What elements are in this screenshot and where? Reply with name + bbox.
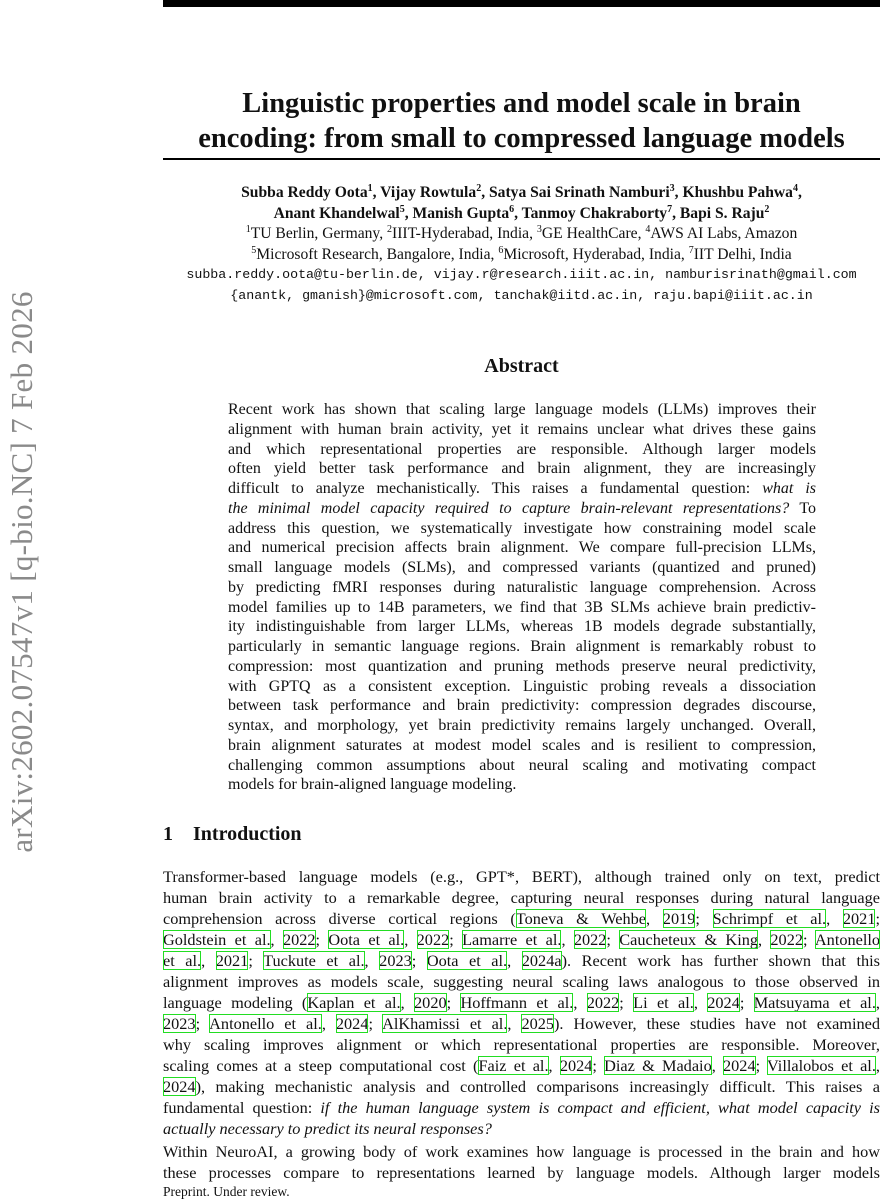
- text-line: scaling comes at a steep computational cost (Faiz et al., 2024; Diaz & Madaio, 2024; Villalobos et al.,: [163, 1056, 880, 1075]
- citation-link[interactable]: 2022: [282, 930, 316, 949]
- text-line: address this question, we systematically investigate how constraining model scale: [228, 519, 816, 537]
- author-name: Khushbu Pahwa: [682, 184, 793, 201]
- section-heading: [163, 822, 302, 846]
- text-line: and which representational properties are responsible. Although larger models: [228, 440, 816, 458]
- citation-link[interactable]: Tuckute et al.: [263, 951, 365, 970]
- citation-link[interactable]: 2024: [559, 1056, 593, 1075]
- affiliation-line: $^1$TU Berlin, Germany, $^2$IIIT-Hyderabad, India, $^3$GE HealthCare, $^4$AWS AI Labs, Amazon: [245, 223, 798, 242]
- citation-link[interactable]: Matsuyama et al.: [753, 993, 876, 1012]
- text-line: compression: most quantization and pruning methods preserve neural predictivity,: [228, 657, 816, 675]
- citation-link[interactable]: Oota et al.: [426, 951, 508, 970]
- text-line: Within NeuroAI, a growing body of work examines how language is processed in the brain and how: [163, 1142, 880, 1161]
- affiliation-name: Microsoft Research, Bangalore, India: [256, 245, 491, 263]
- text-line: often yield better task performance and brain alignment, they are increasingly: [228, 460, 816, 478]
- author-name: Anant Khandelwal: [273, 204, 400, 222]
- affiliation-name: GE HealthCare: [541, 225, 638, 242]
- author-name: Vijay Rowtula: [380, 184, 477, 201]
- abstract-heading: Abstract: [484, 355, 559, 377]
- citation-link[interactable]: Villalobos et al.: [767, 1056, 876, 1075]
- text-line: Goldstein et al., 2022; Oota et al., 2022; Lamarre et al., 2022; Caucheteux & King, 2022; Antonello: [163, 930, 881, 949]
- text-line: fundamental question: if the human language system is compact and efficient, what model capacity is: [163, 1098, 880, 1117]
- text-line: models for brain-aligned language modeling.: [228, 776, 517, 794]
- text-line: challenging common assumptions about neural scaling and motivating compact: [228, 756, 816, 774]
- section-number: 1: [163, 823, 173, 845]
- affiliation-line: $^5$Microsoft Research, Bangalore, India, $^6$Microsoft, Hyderabad, India, $^7$IIT Delhi, India: [251, 244, 792, 263]
- citation-link[interactable]: 2024: [723, 1056, 756, 1075]
- citation-link[interactable]: Goldstein et al.: [163, 930, 271, 949]
- title-line: Linguistic properties and model scale in brain: [242, 88, 801, 119]
- abstract-body: [228, 400, 816, 795]
- citation-link[interactable]: Faiz et al.: [478, 1056, 549, 1075]
- citation-link[interactable]: Antonello et al.: [209, 1014, 322, 1033]
- text-line: these processes compare to representations learned by language models. Although larger models: [163, 1162, 880, 1182]
- intro-paragraph: [163, 866, 880, 1139]
- text-line: [163, 1118, 880, 1139]
- citation-link[interactable]: Hoffmann et al.: [460, 993, 574, 1012]
- text-line: alignment improves as models scale, suggesting neural scaling laws analogous to those observed in: [163, 972, 880, 991]
- text-line: between task performance and brain predictivity: compression degrades discourse,: [228, 697, 816, 715]
- italic-text: the minimal model capacity required to capture brain-relevant representations?: [228, 499, 790, 517]
- affiliation-name: Microsoft, Hyderabad, India: [503, 245, 681, 263]
- citation-link[interactable]: 2021: [215, 951, 249, 970]
- italic-text: what is: [762, 480, 817, 497]
- text-line: language modeling (Kaplan et al., 2020; Hoffmann et al., 2022; Li et al., 2024; Matsuyama et al.,: [163, 993, 880, 1012]
- italic-text: if the human language system is compact and efficient, what model capacity is: [320, 1098, 880, 1117]
- author-line: Subba Reddy Oota$^1$, Vijay Rowtula$^2$, Satya Sai Srinath Namburi$^3$, Khushbu Pahwa$^4$,: [241, 182, 802, 201]
- affiliation-marker: 5: [251, 244, 257, 256]
- citation-link[interactable]: Toneva & Wehbe: [515, 909, 647, 928]
- affiliation-marker: 6: [498, 244, 504, 256]
- email-line: subba.reddy.oota@tu-berlin.de, vijay.r@research.iiit.ac.in, namburisrinath@gmail.com: [186, 267, 857, 282]
- author-name: Manish Gupta: [412, 204, 510, 222]
- citation-link[interactable]: Schrimpf et al.: [712, 909, 827, 928]
- affiliation-marker: 2: [476, 182, 482, 194]
- text-line: 2023; Antonello et al., 2024; AlKhamissi et al., 2025). However, these studies have not examined: [163, 1014, 881, 1033]
- citation-link[interactable]: 2024: [707, 993, 740, 1012]
- affiliation-marker: 1: [245, 223, 251, 235]
- top-rule: [163, 0, 880, 7]
- text-line: the minimal model capacity required to capture brain-relevant representations? To: [228, 499, 816, 517]
- text-line: Transformer-based language models (e.g., GPT*, BERT), although trained only on text, predict: [163, 867, 880, 886]
- arxiv-stamp[interactable]: arXiv:2602.07547v1 [q-bio.NC] 7 Feb 2026: [4, 291, 39, 853]
- citation-link[interactable]: 2022: [586, 993, 620, 1012]
- citation-link[interactable]: 2021: [842, 909, 876, 928]
- text-line: difficult to analyze mechanistically. This raises a fundamental question: what is: [228, 480, 817, 497]
- citation-link[interactable]: 2024: [335, 1014, 369, 1033]
- citation-link[interactable]: 2019: [662, 909, 696, 928]
- text-line: 2024), making mechanistic analysis and controlled comparisons increasingly difficult. This raises a: [163, 1077, 880, 1096]
- text-line: human brain activity to a remarkable degree, capturing neural responses during natural language: [163, 888, 880, 907]
- text-line: brain alignment saturates at modest model scales and is resilient to compression,: [228, 736, 816, 754]
- text-line: comprehension across diverse cortical regions (Toneva & Wehbe, 2019; Schrimpf et al., 2021;: [163, 909, 880, 928]
- affiliation-marker: 7: [688, 244, 694, 256]
- citation-link[interactable]: Antonello: [814, 930, 881, 949]
- affiliation-marker: 5: [399, 203, 405, 215]
- affiliation-name: IIT Delhi, India: [693, 245, 792, 263]
- text-line: et al., 2021; Tuckute et al., 2023; Oota et al., 2024a). Recent work has further shown that this: [163, 951, 881, 970]
- title-line: encoding: from small to compressed language models: [198, 123, 845, 154]
- affiliation-name: AWS AI Labs, Amazon: [650, 225, 798, 242]
- citation-link[interactable]: AlKhamissi et al.: [382, 1014, 508, 1033]
- text-line: ity indistinguishable from larger LLMs, whereas 1B models degrade substantially,: [228, 618, 816, 636]
- citation-link[interactable]: Caucheteux & King: [619, 930, 758, 949]
- title-rule: [163, 158, 880, 160]
- affiliation-marker: 6: [509, 203, 515, 215]
- affiliation-marker: 4: [792, 182, 798, 194]
- citation-link[interactable]: 2022: [770, 930, 803, 949]
- citation-link[interactable]: 2023: [163, 1014, 196, 1033]
- text-line: why scaling improves alignment or which representational properties are responsible. Moreover,: [163, 1035, 880, 1054]
- citation-link[interactable]: 2024a: [521, 951, 562, 970]
- text-line: alignment with human brain activity, yet it remains unclear what drives these gains: [228, 420, 816, 438]
- affiliation-marker: 2: [764, 203, 770, 215]
- text-line: by predicting fMRI responses during naturalistic language comprehension. Across: [228, 578, 816, 596]
- affiliation-marker: 2: [387, 223, 392, 235]
- author-name: Bapi S. Raju: [679, 204, 765, 222]
- citation-link[interactable]: 2025: [521, 1014, 555, 1033]
- author-name: Subba Reddy Oota: [241, 184, 368, 201]
- author-block: [163, 183, 880, 306]
- citation-link[interactable]: 2022: [416, 930, 450, 949]
- citation-link[interactable]: 2024: [163, 1077, 196, 1096]
- footer-note: Preprint. Under review.: [163, 1184, 290, 1199]
- italic-text: actually necessary to predict its neural responses?: [163, 1119, 492, 1138]
- author-line: Anant Khandelwal$^5$, Manish Gupta$^6$, Tanmoy Chakraborty$^7$, Bapi S. Raju$^2$: [273, 203, 770, 222]
- email-line: {anantk, gmanish}@microsoft.com, tanchak@iitd.ac.in, raju.bapi@iiit.ac.in: [230, 287, 813, 303]
- citation-link[interactable]: Li et al.: [633, 993, 694, 1012]
- citation-link[interactable]: Diaz & Madaio: [604, 1056, 712, 1075]
- citation-link[interactable]: 2020: [414, 993, 447, 1012]
- citation-link[interactable]: 2023: [379, 951, 412, 970]
- citation-link[interactable]: 2022: [573, 930, 607, 949]
- affiliation-marker: 1: [367, 182, 373, 194]
- section-title: Introduction: [193, 823, 302, 845]
- author-name: Tanmoy Chakraborty: [521, 204, 668, 222]
- text-line: syntax, and morphology, yet brain predictivity remains largely unchanged. Overall,: [228, 717, 816, 734]
- text-line: small language models (SLMs), and compressed variants (quantized and pruned): [228, 559, 816, 576]
- intro-paragraph-2: [163, 1142, 880, 1183]
- author-name: Satya Sai Srinath Namburi: [488, 184, 670, 201]
- affiliation-name: IIIT-Hyderabad, India: [392, 225, 530, 242]
- citation-link[interactable]: Kaplan et al.: [307, 993, 401, 1012]
- text-line: Recent work has shown that scaling large language models (LLMs) improves their: [228, 401, 816, 418]
- citation-link[interactable]: et al.: [163, 951, 202, 970]
- text-line: and numerical precision affects brain alignment. We compare full-precision LLMs,: [228, 539, 816, 557]
- citation-link[interactable]: Oota et al.: [328, 930, 405, 949]
- affiliation-name: TU Berlin, Germany: [250, 225, 380, 242]
- text-line: model families up to 14B parameters, we find that 3B SLMs achieve brain predictiv-: [228, 598, 816, 616]
- affiliation-marker: 4: [645, 223, 651, 235]
- affiliation-marker: 3: [536, 223, 542, 235]
- paper-title: [163, 86, 880, 156]
- text-line: particularly in semantic language regions. Brain alignment is remarkably robust to: [228, 638, 816, 655]
- citation-link[interactable]: Lamarre et al.: [462, 930, 562, 949]
- affiliation-marker: 3: [669, 182, 675, 194]
- text-line: with GPTQ as a consistent exception. Linguistic probing reveals a dissociation: [228, 677, 816, 695]
- affiliation-marker: 7: [667, 203, 673, 215]
